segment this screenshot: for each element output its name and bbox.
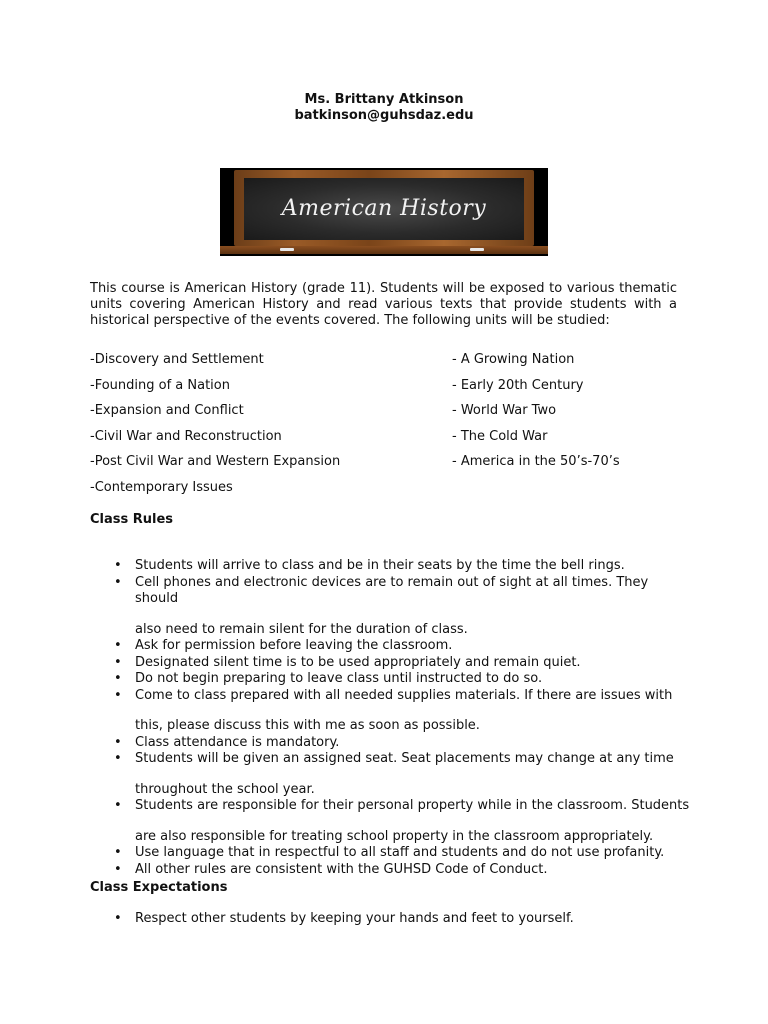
class-rules-heading: Class Rules — [90, 512, 174, 527]
rule-item — [90, 638, 690, 655]
teacher-email: batkinson@guhsdaz.edu — [294, 108, 474, 123]
rule-item — [90, 558, 690, 575]
rule-item — [90, 735, 690, 752]
rule-item — [90, 798, 690, 845]
bullet-icon: • — [114, 751, 122, 766]
class-rules-list — [90, 558, 690, 878]
rule-item — [90, 671, 690, 688]
teacher-header — [0, 92, 768, 124]
unit-item: - The Cold War — [452, 428, 548, 444]
rule-item — [90, 845, 690, 862]
rule-text: Ask for permission before leaving the classroom. — [135, 638, 453, 653]
unit-item: -Founding of a Nation — [90, 377, 230, 393]
class-expectations-list — [90, 911, 690, 928]
rule-text-continued: also need to remain silent for the duration of class. — [135, 621, 468, 637]
rule-item — [90, 575, 690, 639]
rule-item — [90, 688, 690, 735]
unit-item: -Contemporary Issues — [90, 479, 233, 495]
bullet-icon: • — [114, 558, 122, 573]
unit-item: - World War Two — [452, 403, 557, 418]
course-intro-paragraph: This course is American History (grade 11). Students will be exposed to various thematic units covering American History and read various texts that provide students with a historical perspective of the events covered. The following units will be studied: — [90, 281, 677, 328]
bullet-icon: • — [114, 845, 122, 860]
bullet-icon: • — [114, 638, 122, 653]
rule-text: All other rules are consistent with the GUHSD Code of Conduct. — [135, 861, 548, 877]
rule-item — [90, 655, 690, 672]
unit-item: -Post Civil War and Western Expansion — [90, 454, 341, 469]
unit-item: - America in the 50’s-70’s — [452, 454, 620, 469]
bullet-icon: • — [114, 671, 122, 686]
bullet-icon: • — [114, 911, 122, 926]
chalk-piece-icon — [470, 248, 484, 251]
rule-text: Do not begin preparing to leave class until instructed to do so. — [135, 671, 543, 686]
rule-text: Designated silent time is to be used appropriately and remain quiet. — [135, 654, 581, 670]
bullet-icon: • — [114, 861, 122, 877]
unit-item: -Expansion and Conflict — [90, 403, 244, 418]
chalk-piece-icon — [280, 248, 294, 251]
rule-text: Students will arrive to class and be in their seats by the time the bell rings. — [135, 558, 625, 573]
rule-text-continued: are also responsible for treating school property in the classroom appropriately. — [135, 828, 654, 844]
chalkboard-ledge — [220, 246, 548, 254]
bullet-icon: • — [114, 734, 122, 750]
bullet-icon: • — [114, 687, 122, 703]
rule-text: Come to class prepared with all needed supplies materials. If there are issues with — [135, 687, 673, 703]
rule-item — [90, 862, 690, 879]
bullet-icon: • — [114, 798, 122, 813]
banner-title: American History — [281, 196, 487, 221]
bullet-icon: • — [114, 574, 122, 590]
units-list-right — [452, 352, 702, 480]
rule-text-continued: throughout the school year. — [135, 781, 315, 797]
bullet-icon: • — [114, 654, 122, 670]
rule-item — [90, 751, 690, 798]
unit-item: - A Growing Nation — [452, 352, 575, 367]
rule-text: Students are responsible for their personal property while in the classroom. Students — [135, 798, 690, 813]
american-history-banner-image — [220, 168, 548, 256]
teacher-name: Ms. Brittany Atkinson — [304, 92, 464, 107]
expectation-text: Respect other students by keeping your hands and feet to yourself. — [135, 911, 574, 926]
rule-text: Students will be given an assigned seat. Seat placements may change at any time — [135, 751, 674, 766]
rule-text-continued: this, please discuss this with me as soon as possible. — [135, 718, 480, 733]
rule-text: Use language that in respectful to all staff and students and do not use profanity. — [135, 845, 665, 860]
rule-text: Cell phones and electronic devices are to remain out of sight at all times. They should — [135, 574, 649, 606]
class-expectations-heading: Class Expectations — [90, 880, 228, 895]
units-list-left — [90, 352, 420, 505]
rule-text: Class attendance is mandatory. — [135, 734, 340, 750]
unit-item: -Civil War and Reconstruction — [90, 428, 282, 444]
unit-item: -Discovery and Settlement — [90, 352, 264, 367]
expectation-item — [90, 911, 690, 928]
unit-item: - Early 20th Century — [452, 377, 584, 393]
